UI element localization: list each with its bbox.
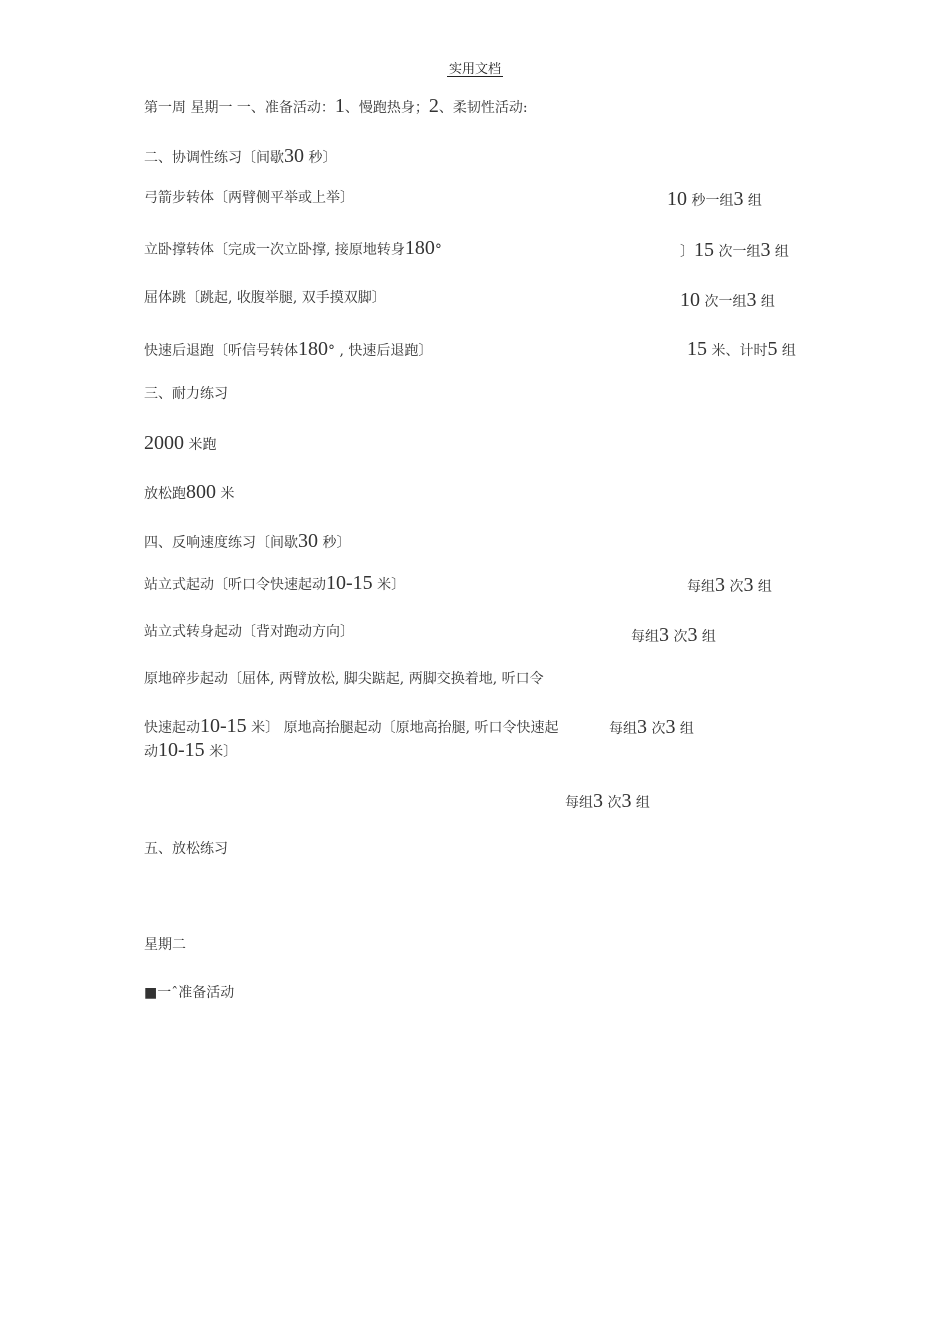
section-relaxation-heading (144, 839, 228, 859)
number-run: 10-15 (326, 572, 373, 594)
section-endurance-heading (144, 384, 228, 404)
day-tuesday-heading (144, 935, 186, 955)
number-run: 10-15 (158, 739, 205, 761)
text-run: 组 (697, 629, 716, 645)
text-run: 次 (647, 721, 666, 737)
number-run: 10 (680, 289, 700, 311)
page-header (0, 58, 950, 77)
text-run: 组 (770, 244, 789, 260)
exercise-pike-jump-reps (680, 290, 775, 312)
number-run: 3 (760, 239, 771, 261)
exercise-standing-start-reps (687, 575, 772, 597)
text-run: 米、计时 (707, 343, 768, 359)
text-run: 秒一组 (687, 193, 734, 209)
text-run: 二、协调性练习〔间歇 (144, 150, 284, 166)
text-run: 星期二 (144, 937, 186, 953)
number-run: 30 (284, 145, 304, 167)
number-run: 30 (298, 530, 318, 552)
number-run: 3 (733, 188, 744, 210)
text-run: 次 (725, 579, 744, 595)
exercise-turn-start-reps (631, 625, 716, 647)
section-coordination-heading (144, 146, 336, 168)
number-run: 3 (593, 790, 603, 812)
text-run: 组 (743, 193, 762, 209)
text-run: 每组 (609, 721, 637, 737)
text-run: ° , 快速后退跑〕 (328, 343, 433, 359)
text-run: 、慢跑热身； (344, 100, 429, 116)
number-run: 3 (746, 289, 757, 311)
number-run: 5 (767, 338, 778, 360)
text-run: 每组 (631, 629, 659, 645)
exercise-quick-feet-start (144, 669, 544, 689)
number-run: 10 (667, 188, 687, 210)
text-run: 米〕 (372, 577, 406, 593)
text-run: 站立式转身起动〔背对跑动方向〕 (144, 624, 354, 640)
number-run: 2000 (144, 432, 184, 454)
text-run: 动 (144, 744, 158, 760)
section-reaction-speed-heading (144, 531, 350, 553)
number-run: 180 (298, 338, 328, 360)
number-run: 3 (665, 716, 676, 738)
number-run: 1 (334, 95, 345, 117)
text-run: 米 (216, 486, 235, 502)
text-run: 组 (753, 579, 772, 595)
number-run: 3 (715, 574, 725, 596)
number-run: 15 (687, 338, 707, 360)
number-run: 800 (186, 481, 216, 503)
exercise-pike-jump (144, 288, 386, 308)
exercise-burpee-turn (144, 238, 442, 260)
text-run: 次 (669, 629, 688, 645)
text-run: 、柔韧性活动: (438, 100, 528, 116)
number-run: 2 (428, 95, 439, 117)
text-run: 屈体跳〔跳起, 收腹举腿, 双手摸双脚〕 (144, 290, 386, 306)
text-run: 组 (756, 294, 775, 310)
text-run: 站立式起动〔听口令快速起动 (144, 577, 326, 593)
text-run: 次 (603, 795, 622, 811)
text-run: 次一组 (714, 244, 761, 260)
text-run: 原地碎步起动〔屈体, 两臂放松, 脚尖踮起, 两脚交换着地, 听口令 (144, 671, 544, 687)
number-run: 15 (694, 239, 714, 261)
text-run: 秒〕 (318, 535, 351, 551)
text-run: 第一周 星期一 一、准备活动： (144, 100, 335, 116)
text-run: 组 (675, 721, 694, 737)
exercise-2000m-run (144, 433, 216, 455)
text-run: 每组 (565, 795, 593, 811)
number-run: 3 (621, 790, 632, 812)
text-run: ■一ˆ准备活动 (144, 985, 235, 1001)
exercise-relax-run (144, 482, 234, 504)
text-run: 米跑 (184, 437, 217, 453)
number-run: 3 (743, 574, 754, 596)
text-run: 放松跑 (144, 486, 186, 502)
exercise-lunge-twist (144, 188, 354, 208)
exercise-lunge-twist-reps (667, 189, 762, 211)
exercise-backpedal-reps (687, 339, 796, 361)
exercise-burpee-turn-reps (680, 240, 789, 262)
number-run: 3 (637, 716, 647, 738)
text-run: 米〕 原地高抬腿起动〔原地高抬腿, 听口令快速起 (246, 720, 559, 736)
text-run: 〕 (680, 244, 694, 260)
text-run: 快速后退跑〔听信号转体 (144, 343, 298, 359)
text-run: 三、耐力练习 (144, 386, 228, 402)
text-run: 组 (777, 343, 796, 359)
text-run: 弓箭步转体〔两臂侧平举或上举〕 (144, 190, 354, 206)
exercise-high-knee-start-reps (609, 717, 694, 739)
text-run: 每组 (687, 579, 715, 595)
text-run: 快速起动 (144, 720, 200, 736)
text-run: 米〕 (204, 744, 238, 760)
text-run: 五、放松练习 (144, 841, 228, 857)
text-run: 次一组 (700, 294, 747, 310)
number-run: 180 (404, 237, 435, 259)
exercise-turn-start (144, 622, 354, 642)
exercise-standing-start (144, 573, 405, 595)
exercise-backpedal (144, 339, 432, 361)
exercise-high-knee-start (144, 716, 558, 738)
exercise-high-knee-start-cont (144, 740, 237, 762)
text-run: ° (434, 242, 442, 258)
text-run: 立卧撑转体〔完成一次立卧撑, 接原地转身 (144, 242, 405, 258)
section-tuesday-warmup (144, 983, 234, 1003)
number-run: 10-15 (200, 715, 247, 737)
text-run: 秒〕 (304, 150, 337, 166)
text-run: 四、反响速度练习〔间歇 (144, 535, 298, 551)
number-run: 3 (659, 624, 669, 646)
header-title: 实用文档 (448, 61, 501, 76)
text-run: 组 (631, 795, 650, 811)
exercise-high-knee-reps (565, 791, 650, 813)
number-run: 3 (687, 624, 698, 646)
line-week1-warmup (144, 96, 528, 118)
